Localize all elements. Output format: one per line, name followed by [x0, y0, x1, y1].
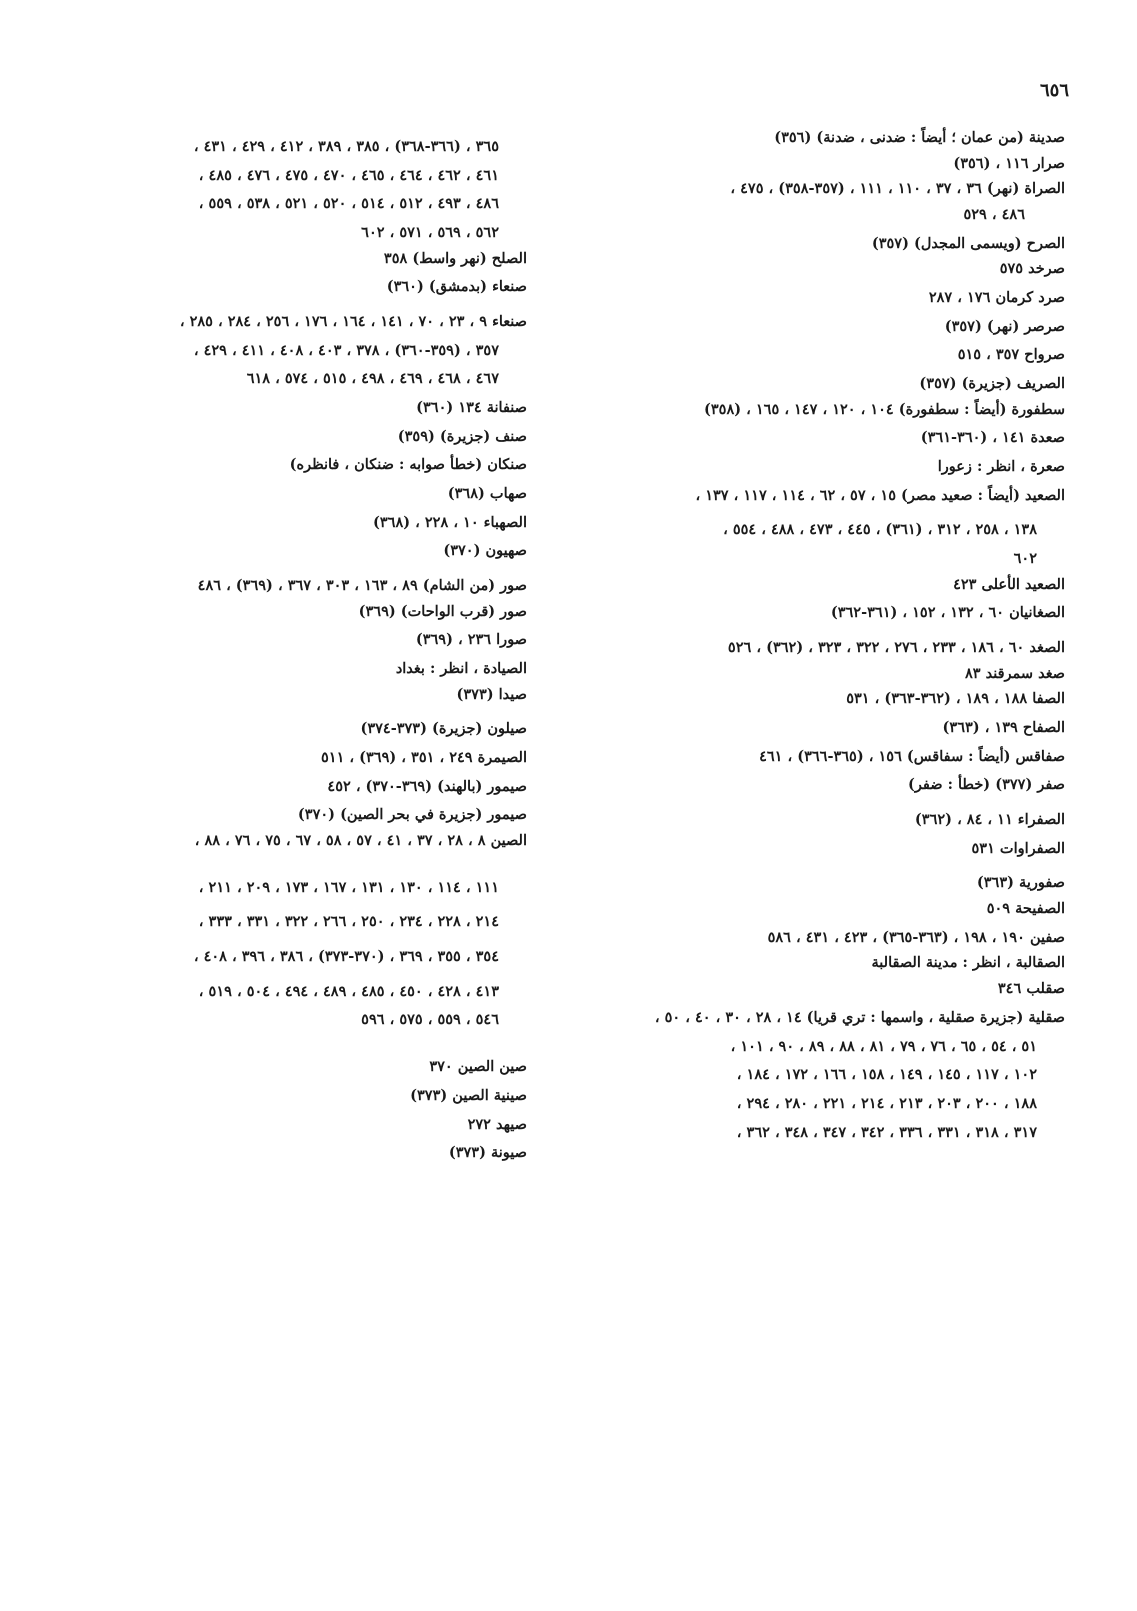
index-entry: سطفورة (أيضاً : سطفورة) ١٠٤ ، ١٢٠ ، ١٤٧ ، ١٦٥ ، (٣٥٨)	[704, 400, 1065, 418]
index-entry: صغد سمرقند ٨٣	[964, 664, 1065, 682]
index-column-left	[27, 130, 527, 1162]
index-entry-continuation: ٤١٣ ، ٤٢٨ ، ٤٥٠ ، ٤٨٥ ، ٤٨٩ ، ٤٩٤ ، ٥٠٤ ، ٥١٩ ،	[198, 982, 499, 1000]
index-entry-continuation: ٥٦٢ ، ٥٦٩ ، ٥٧١ ، ٦٠٢	[361, 224, 499, 242]
index-entry-continuation: ٣٥٤ ، ٣٥٥ ، ٣٦٩ ، (٣٧٠-٣٧٣) ، ٣٨٦ ، ٣٩٦ ، ٤٠٨ ،	[193, 948, 499, 966]
index-entry: الصين ٨ ، ٢٨ ، ٣٧ ، ٤١ ، ٥٧ ، ٥٨ ، ٦٧ ، ٧٥ ، ٧٦ ، ٨٨ ،	[194, 832, 527, 850]
page-number: ٦٥٦	[1039, 80, 1069, 101]
index-entry: الصفيحة ٥٠٩	[986, 900, 1065, 918]
index-entry: صفاقس (أيضاً : سفاقس) ١٥٦ ، (٣٦٥-٣٦٦) ، ٤٦١	[759, 747, 1065, 765]
index-column-right	[570, 130, 1065, 1141]
index-entry-continuation: ٤٦٧ ، ٤٦٨ ، ٤٦٩ ، ٤٩٨ ، ٥١٥ ، ٥٧٤ ، ٦١٨	[246, 370, 499, 388]
index-entry: صهاب (٣٦٨)	[447, 485, 527, 503]
index-entry-continuation: ٦٠٢	[1013, 550, 1037, 568]
index-entry: الصهباء ١٠ ، ٢٢٨ ، (٣٦٨)	[373, 513, 527, 531]
index-entry: صرواح ٣٥٧ ، ٥١٥	[957, 346, 1065, 364]
index-entry-continuation: ٣٥٧ ، (٣٥٩-٣٦٠) ، ٣٧٨ ، ٤٠٣ ، ٤٠٨ ، ٤١١ ، ٤٢٩ ،	[193, 341, 499, 359]
index-entry-continuation: ١٨٨ ، ٢٠٠ ، ٢٠٣ ، ٢١٣ ، ٢١٤ ، ٢٢١ ، ٢٨٠ ، ٢٩٤ ،	[736, 1094, 1037, 1112]
index-entry: صدينة (من عمان ؛ أيضاً : ضدنى ، ضدنة) (٣٥٦)	[774, 129, 1065, 146]
index-entry: الصغانيان ٦٠ ، ١٣٢ ، ١٥٢ ، (٣٦١-٣٦٢)	[830, 604, 1065, 622]
index-entry: صعرة ، انظر : زعورا	[937, 458, 1065, 476]
index-entry: صنفانة ١٣٤ (٣٦٠)	[416, 399, 527, 417]
index-entry: صفين ١٩٠ ، ١٩٨ ، (٣٦٣-٣٦٥) ، ٤٢٣ ، ٤٣١ ، ٥٨٦	[767, 928, 1065, 946]
index-entry: الصيادة ، انظر : بغداد	[395, 660, 527, 678]
index-entry: صيمور (جزيرة في بحر الصين) (٣٧٠)	[297, 806, 527, 824]
index-entry: صرصر (نهر) (٣٥٧)	[944, 317, 1065, 335]
index-entry: الصعيد (أيضاً : صعيد مصر) ١٥ ، ٥٧ ، ٦٢ ، ١١٤ ، ١١٧ ، ١٣٧ ،	[695, 486, 1065, 504]
index-entry-continuation: ٤٨٦ ، ٥٢٩	[963, 206, 1025, 224]
index-entry: صرخد ٥٧٥	[999, 260, 1065, 278]
index-entry: صورا ٢٣٦ ، (٣٦٩)	[415, 631, 527, 649]
index-entry-continuation: ٣٦٥ ، (٣٦٦-٣٦٨) ، ٣٨٥ ، ٣٨٩ ، ٤١٢ ، ٤٢٩ ، ٤٣١ ،	[193, 138, 499, 155]
index-entry: الصرح (ويسمى المجدل) (٣٥٧)	[871, 234, 1065, 252]
index-entry: صقلية (جزيرة صقلية ، واسمها : تري قريا) ١٤ ، ٢٨ ، ٣٠ ، ٤٠ ، ٥٠ ،	[654, 1008, 1065, 1026]
index-entry-continuation: ٤٦١ ، ٤٦٢ ، ٤٦٤ ، ٤٦٥ ، ٤٧٠ ، ٤٧٥ ، ٤٧٦ ، ٤٨٥ ،	[198, 166, 499, 184]
index-entry: الصغد ٦٠ ، ١٨٦ ، ٢٣٣ ، ٢٧٦ ، ٣٢٢ ، ٣٢٣ ، (٣٦٢) ، ٥٢٦	[727, 639, 1065, 657]
index-entry: صرار ١١٦ ، (٣٥٦)	[953, 154, 1065, 172]
index-entry: صيهد ٢٧٢	[467, 1115, 527, 1133]
index-entry-continuation: ٣١٧ ، ٣١٨ ، ٣٣١ ، ٣٣٦ ، ٣٤٢ ، ٣٤٧ ، ٣٤٨ ، ٣٦٢ ،	[736, 1123, 1037, 1141]
index-entry: الصريف (جزيرة) (٣٥٧)	[919, 375, 1065, 393]
index-entry: الصلح (نهر واسط) ٣٥٨	[383, 249, 527, 267]
index-entry: صور (من الشام) ٨٩ ، ١٦٣ ، ٣٠٣ ، ٣٦٧ ، (٣٦٩) ، ٤٨٦	[197, 577, 527, 595]
index-entry: صيونة (٣٧٣)	[448, 1144, 527, 1162]
index-entry-continuation: ٥٤٦ ، ٥٥٩ ، ٥٧٥ ، ٥٩٦	[361, 1011, 499, 1029]
index-entry: الصفاح ١٣٩ ، (٣٦٣)	[942, 719, 1065, 737]
index-entry: الصفراء ١١ ، ٨٤ ، (٣٦٢)	[914, 811, 1065, 829]
index-entry: صنف (جزيرة) (٣٥٩)	[397, 427, 527, 445]
index-entry: صقلب ٣٤٦	[997, 980, 1065, 998]
index-entry-continuation: ٤٨٦ ، ٤٩٣ ، ٥١٢ ، ٥١٤ ، ٥٢٠ ، ٥٢١ ، ٥٣٨ ، ٥٥٩ ،	[198, 195, 499, 213]
index-entry: صنعاء ٩ ، ٢٣ ، ٧٠ ، ١٤١ ، ١٦٤ ، ١٧٦ ، ٢٥٦ ، ٢٨٤ ، ٢٨٥ ،	[179, 313, 527, 331]
index-entry: صينية الصين (٣٧٣)	[410, 1086, 527, 1104]
index-entry-continuation: ١١١ ، ١١٤ ، ١٣٠ ، ١٣١ ، ١٦٧ ، ١٧٣ ، ٢٠٩ ، ٢١١ ،	[198, 878, 499, 896]
index-entry: صرد كرمان ١٧٦ ، ٢٨٧	[928, 289, 1065, 307]
index-entry: الصيمرة ٢٤٩ ، ٣٥١ ، (٣٦٩) ، ٥١١	[321, 749, 527, 767]
index-entry: صعدة ١٤١ ، (٣٦٠-٣٦١)	[920, 429, 1065, 447]
index-entry-continuation: ١٠٢ ، ١١٧ ، ١٤٥ ، ١٤٩ ، ١٥٨ ، ١٦٦ ، ١٧٢ ، ١٨٤ ،	[736, 1066, 1037, 1084]
index-entry: الصقالبة ، انظر : مدينة الصقالبة	[871, 954, 1065, 972]
index-entry: الصعيد الأعلى ٤٢٣	[953, 575, 1065, 593]
index-entry: صيلون (جزيرة) (٣٧٣-٣٧٤)	[360, 720, 527, 738]
index-entry: صنكان (خطأ صوابه : ضنكان ، فانظره)	[289, 456, 527, 474]
index-entry-continuation: ٢١٤ ، ٢٢٨ ، ٢٣٤ ، ٢٥٠ ، ٢٦٦ ، ٣٢٢ ، ٣٣١ ، ٣٣٣ ،	[198, 913, 499, 931]
index-entry-continuation: ٥١ ، ٥٤ ، ٦٥ ، ٧٦ ، ٧٩ ، ٨١ ، ٨٨ ، ٨٩ ، ٩٠ ، ١٠١ ،	[730, 1037, 1037, 1055]
index-entry: صيدا (٣٧٣)	[456, 685, 527, 703]
index-entry: صهيون (٣٧٠)	[443, 542, 527, 560]
index-entry: صفر (٣٧٧) (خطأ : ضفر)	[908, 776, 1065, 794]
index-entry: صور (قرب الواحات) (٣٦٩)	[358, 602, 527, 620]
index-entry: الصفراوات ٥٣١	[971, 839, 1065, 857]
index-entry: صفورية (٣٦٣)	[976, 874, 1065, 892]
index-entry: صيمور (بالهند) (٣٦٩-٣٧٠) ، ٤٥٢	[327, 777, 527, 795]
index-entry-continuation: ١٣٨ ، ٢٥٨ ، ٣١٢ ، (٣٦١) ، ٤٤٥ ، ٤٧٣ ، ٤٨٨ ، ٥٥٤ ،	[723, 521, 1037, 539]
index-entry: صنعاء (بدمشق) (٣٦٠)	[386, 278, 527, 296]
index-entry: الصراة (نهر) ٣٦ ، ٣٧ ، ١١٠ ، ١١١ ، (٣٥٧-٣٥٨) ، ٤٧٥ ،	[730, 180, 1065, 198]
index-entry: الصفا ١٨٨ ، ١٨٩ ، (٣٦٢-٣٦٣) ، ٥٣١	[846, 690, 1065, 708]
index-entry: صين الصين ٣٧٠	[429, 1058, 527, 1076]
